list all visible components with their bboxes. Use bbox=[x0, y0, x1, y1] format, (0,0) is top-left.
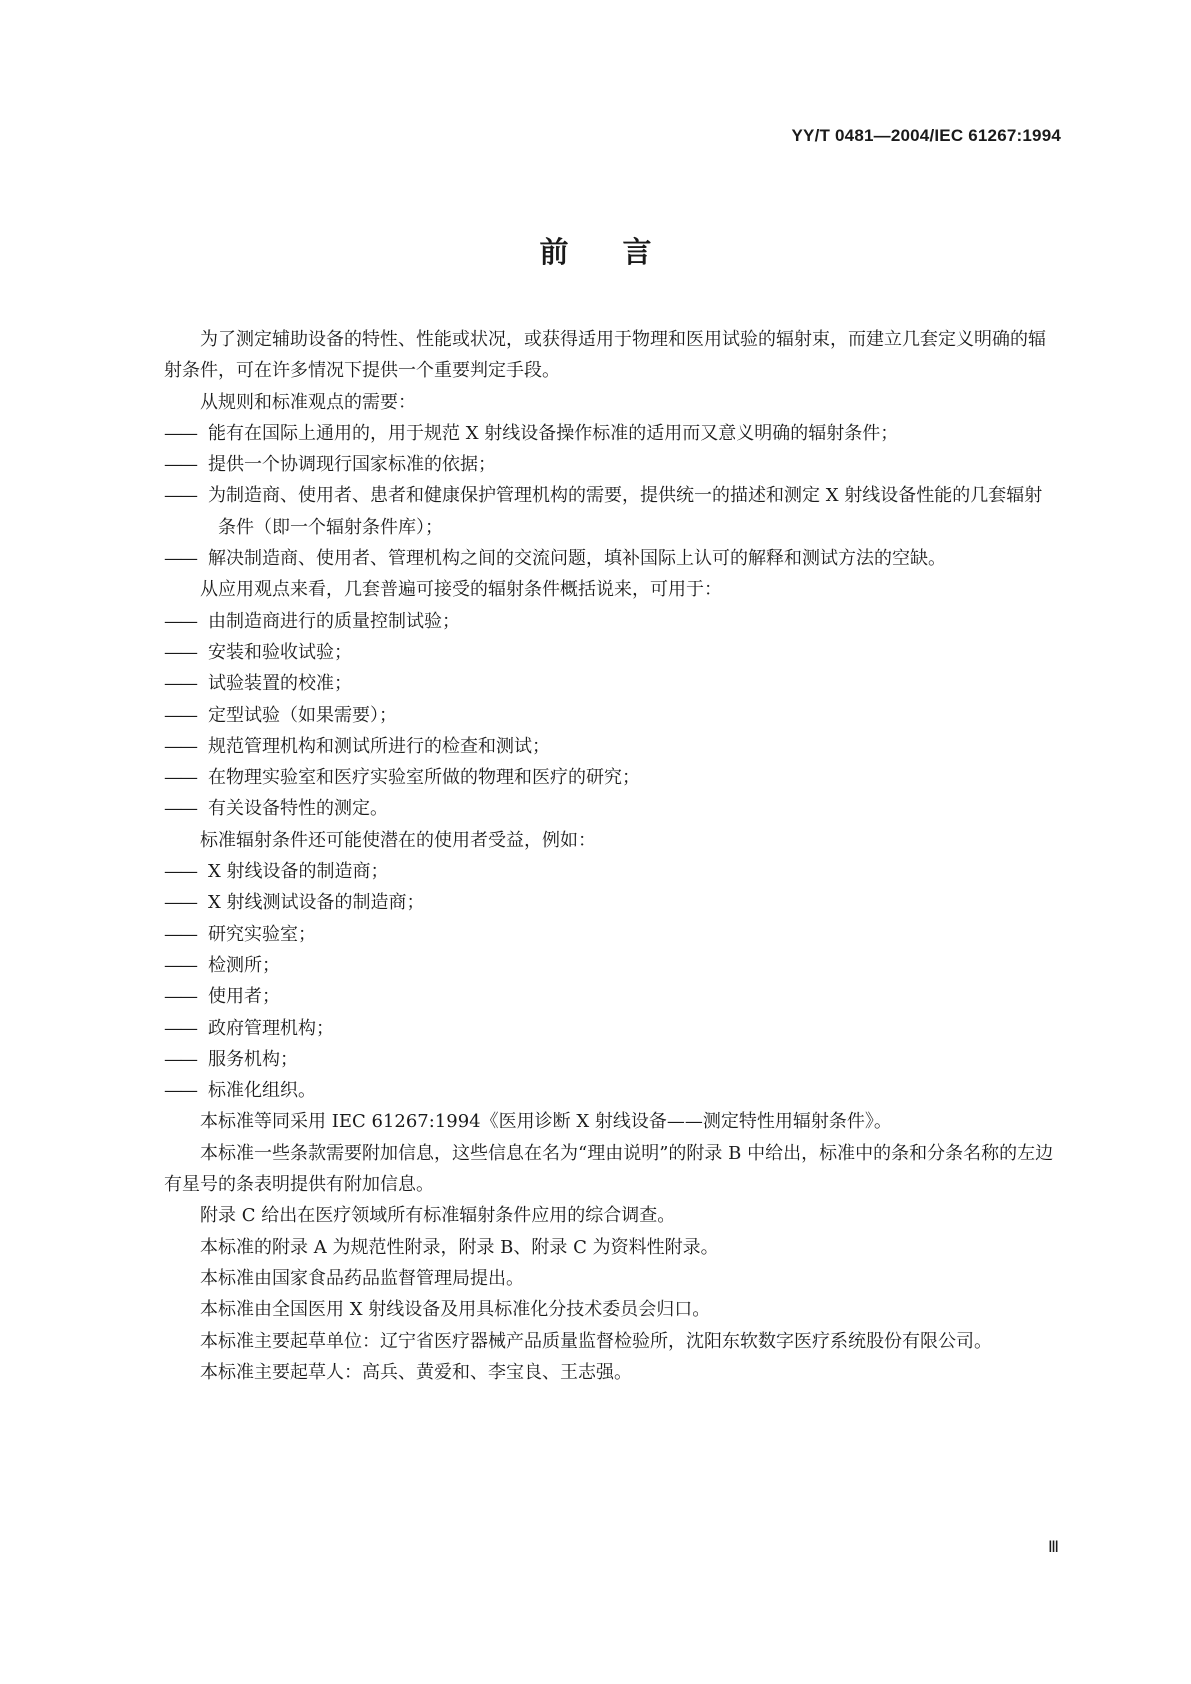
list-item bbox=[164, 1044, 1057, 1075]
list-item bbox=[164, 449, 1057, 480]
paragraph: 从应用观点来看，几套普遍可接受的辐射条件概括说来，可用于： bbox=[200, 579, 722, 601]
dash-marker: —— bbox=[164, 704, 196, 726]
paragraph: 本标准主要起草人：高兵、黄爱和、李宝良、王志强。 bbox=[200, 1361, 632, 1383]
list-item-text: 提供一个协调现行国家标准的依据； bbox=[208, 454, 496, 476]
list-item-text: 政府管理机构； bbox=[208, 1017, 334, 1039]
dash-marker: —— bbox=[164, 641, 196, 663]
list-item-text: 服务机构； bbox=[208, 1048, 298, 1070]
list-item bbox=[164, 480, 1057, 543]
list-item-text: 由制造商进行的质量控制试验； bbox=[208, 610, 460, 632]
list-item-text: 安装和验收试验； bbox=[208, 641, 352, 663]
paragraph: 本标准等同采用 IEC 61267:1994《医用诊断 X 射线设备——测定特性用辐射条件》。 bbox=[200, 1111, 892, 1133]
paragraph: 本标准由国家食品药品监督管理局提出。 bbox=[200, 1267, 524, 1289]
dash-marker: —— bbox=[164, 735, 196, 757]
paragraph: 本标准由全国医用 X 射线设备及用具标准化分技术委员会归口。 bbox=[200, 1299, 711, 1321]
list-item bbox=[164, 731, 1057, 762]
list-item-text: 标准化组织。 bbox=[208, 1080, 316, 1102]
list-item-text: 使用者； bbox=[208, 986, 280, 1008]
list-item-text: 研究实验室； bbox=[208, 923, 316, 945]
list-item-text: 在物理实验室和医疗实验室所做的物理和医疗的研究； bbox=[208, 767, 640, 789]
paragraph: 本标准的附录 A 为规范性附录，附录 B、附录 C 为资料性附录。 bbox=[200, 1236, 719, 1258]
list-item bbox=[164, 1075, 1057, 1106]
list-item-text: X 射线测试设备的制造商； bbox=[208, 892, 425, 914]
dash-marker: —— bbox=[164, 548, 196, 570]
list-item bbox=[164, 606, 1057, 637]
list-item-text: 规范管理机构和测试所进行的检查和测试； bbox=[208, 735, 550, 757]
dash-marker: —— bbox=[164, 923, 196, 945]
dash-marker: —— bbox=[164, 861, 196, 883]
list-item bbox=[164, 793, 1057, 824]
dash-marker: —— bbox=[164, 798, 196, 820]
paragraph: 本标准主要起草单位：辽宁省医疗器械产品质量监督检验所，沈阳东软数字医疗系统股份有限公司。 bbox=[200, 1330, 992, 1352]
dash-marker: —— bbox=[164, 1048, 196, 1070]
list-item-text: 解决制造商、使用者、管理机构之间的交流问题，填补国际上认可的解释和测试方法的空缺。 bbox=[208, 548, 946, 570]
dash-marker: —— bbox=[164, 986, 196, 1008]
list-item bbox=[164, 637, 1057, 668]
dash-marker: —— bbox=[164, 454, 196, 476]
list-item bbox=[164, 1013, 1057, 1044]
paragraph: 为了测定辅助设备的特性、性能或状况，或获得适用于物理和医用试验的辐射束，而建立几套定义明确的辐射条件，可在许多情况下提供一个重要判定手段。 bbox=[164, 329, 1046, 382]
list-item bbox=[164, 919, 1057, 950]
list-item-text: X 射线设备的制造商； bbox=[208, 861, 389, 883]
list-item-text: 为制造商、使用者、患者和健康保护管理机构的需要，提供统一的描述和测定 X 射线设备性能的几套辐射条件（即一个辐射条件库）； bbox=[208, 485, 1043, 538]
list-item-text: 试验装置的校准； bbox=[208, 673, 352, 695]
list-item-text: 能有在国际上通用的，用于规范 X 射线设备操作标准的适用而又意义明确的辐射条件； bbox=[208, 422, 899, 444]
list-item bbox=[164, 856, 1057, 887]
list-item-text: 有关设备特性的测定。 bbox=[208, 798, 388, 820]
foreword-body bbox=[164, 324, 1057, 1388]
list-item bbox=[164, 668, 1057, 699]
dash-marker: —— bbox=[164, 1080, 196, 1102]
page-title: 前言 bbox=[539, 235, 706, 269]
list-item-text: 检测所； bbox=[208, 954, 280, 976]
dash-marker: —— bbox=[164, 1017, 196, 1039]
list-item bbox=[164, 543, 1057, 574]
dash-marker: —— bbox=[164, 485, 196, 507]
standard-code: YY/T 0481—2004/IEC 61267:1994 bbox=[791, 126, 1061, 145]
list-item bbox=[164, 981, 1057, 1012]
dash-marker: —— bbox=[164, 892, 196, 914]
dash-marker: —— bbox=[164, 610, 196, 632]
list-item-text: 定型试验（如果需要）； bbox=[208, 704, 397, 726]
list-item bbox=[164, 950, 1057, 981]
list-item bbox=[164, 418, 1057, 449]
dash-marker: —— bbox=[164, 767, 196, 789]
list-item bbox=[164, 700, 1057, 731]
dash-marker: —— bbox=[164, 954, 196, 976]
list-item bbox=[164, 762, 1057, 793]
dash-marker: —— bbox=[164, 422, 196, 444]
dash-marker: —— bbox=[164, 673, 196, 695]
page-number: Ⅲ bbox=[1047, 1539, 1059, 1556]
paragraph: 附录 C 给出在医疗领域所有标准辐射条件应用的综合调查。 bbox=[200, 1205, 676, 1227]
paragraph: 本标准一些条款需要附加信息，这些信息在名为“理由说明”的附录 B 中给出，标准中的条和分条名称的左边有星号的条表明提供有附加信息。 bbox=[164, 1142, 1054, 1196]
list-item bbox=[164, 887, 1057, 918]
paragraph: 标准辐射条件还可能使潜在的使用者受益，例如： bbox=[200, 829, 596, 851]
paragraph: 从规则和标准观点的需要： bbox=[200, 391, 416, 413]
